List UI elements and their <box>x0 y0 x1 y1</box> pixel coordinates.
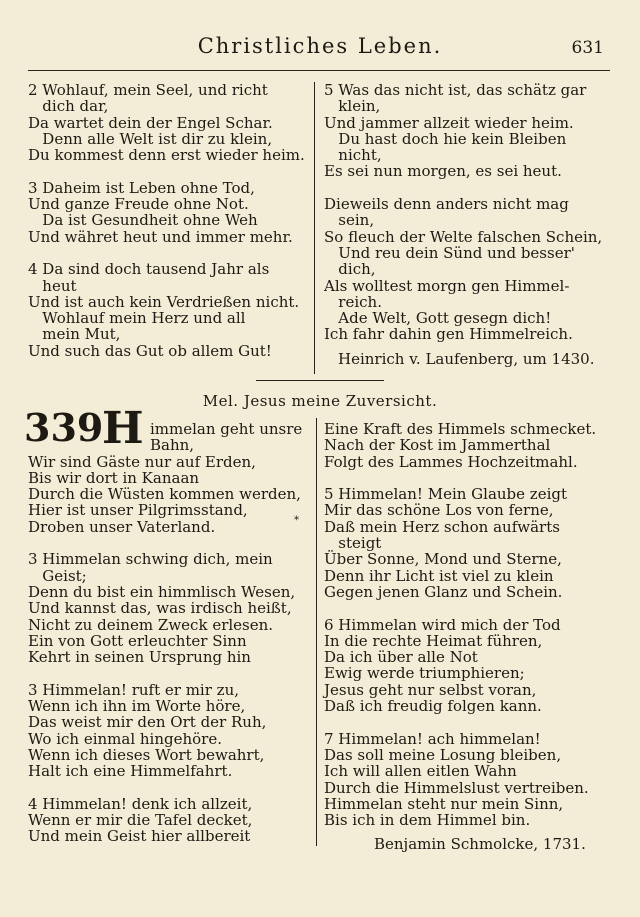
verse-line: Das weist mir den Ort der Ruh, <box>28 713 267 732</box>
stanza-gap <box>28 665 301 681</box>
verse-line: Wenn ich ihn im Worte höre, <box>28 697 246 716</box>
verse-line: 7 Himmelan! ach himmelan! <box>324 729 541 748</box>
verse-line: Bahn, <box>150 436 195 455</box>
verse-line: Geist; <box>28 566 87 585</box>
stanza-gap <box>28 163 305 179</box>
verse-line: Jesus geht nur selbst voran, <box>324 680 537 699</box>
verse-line: Ade Welt, Gott gesegn dich! <box>324 309 552 328</box>
verse-line: Eine Kraft des Himmels schmecket. <box>324 420 597 438</box>
verse-line: Und such das Gut ob allem Gut! <box>28 341 272 360</box>
verse-line: Du kommest denn erst wieder heim. <box>28 146 305 165</box>
bottom-author: Benjamin Schmolcke, 1731. <box>374 835 586 853</box>
verse-line: Wir sind Gäste nur auf Erden, <box>28 452 256 471</box>
verse-line: 2 Wohlauf, mein Seel, und richt <box>28 81 268 99</box>
verse-line: 4 Da sind doch tausend Jahr als <box>28 260 270 279</box>
verse-line: dich, <box>324 260 376 279</box>
verse-line: 4 Himmelan! denk ich allzeit, <box>28 794 253 813</box>
verse-line: Als wolltest morgn gen Himmel- <box>324 276 570 295</box>
verse-line: Wenn er mir die Tafel decket, <box>28 811 253 830</box>
top-right-column <box>324 82 602 343</box>
verse-line: 5 Was das nicht ist, das schätz gar <box>324 81 587 99</box>
verse-line: immelan geht unsre <box>150 420 303 438</box>
verse-line: Und reu dein Sünd und besser' <box>324 243 575 262</box>
melody-line: Mel. Jesus meine Zuversicht. <box>202 392 438 410</box>
stanza-gap <box>324 470 596 486</box>
verse-line: Und ganze Freude ohne Not. <box>28 195 249 214</box>
verse-line: Nach der Kost im Jammerthal <box>324 436 551 455</box>
verse-line: Ewig werde triumphieren; <box>324 664 525 683</box>
verse-line: Himmelan steht nur mein Sinn, <box>324 794 564 813</box>
verse-line: Und kannst das, was irdisch heißt, <box>28 599 292 618</box>
stanza-gap <box>324 714 596 730</box>
verse-line: nicht, <box>324 146 382 165</box>
verse-line: 6 Himmelan wird mich der Tod <box>324 615 561 634</box>
verse-line: 5 Himmelan! Mein Glaube zeigt <box>324 485 568 504</box>
verse-line: Folgt des Lammes Hochzeitmahl. <box>324 452 578 471</box>
verse-line: Hier ist unser Pilgrimsstand, <box>28 501 248 520</box>
verse-line: sein, <box>324 211 375 230</box>
page-number: 631 <box>571 38 604 58</box>
verse-line: 3 Daheim ist Leben ohne Tod, <box>28 178 255 197</box>
verse-line: Dieweils denn anders nicht mag <box>324 195 569 214</box>
stanza-gap <box>324 180 602 196</box>
stanza-gap <box>28 245 305 261</box>
verse-line: Da wartet dein der Engel Schar. <box>28 113 273 132</box>
verse-line: Das soll meine Losung bleiben, <box>324 745 562 764</box>
drop-cap-initial: H <box>102 403 144 454</box>
verse-line: Es sei nun morgen, es sei heut. <box>324 162 562 181</box>
verse-line: Mir das schöne Los von ferne, <box>324 501 554 520</box>
stanza-gap <box>28 535 301 551</box>
verse-line: reich. <box>324 292 382 311</box>
verse-line: Wo ich einmal hingehöre. <box>28 729 222 748</box>
top-left-column <box>28 82 305 359</box>
verse-line: steigt <box>324 534 382 553</box>
verse-line: Ich fahr dahin gen Himmelreich. <box>324 325 573 344</box>
verse-line: Wenn ich dieses Wort bewahrt, <box>28 745 265 764</box>
bottom-right-column <box>324 421 596 828</box>
margin-mark: * <box>294 515 299 526</box>
bottom-left-column <box>28 454 301 845</box>
verse-line: heut <box>28 276 77 295</box>
verse-line: Denn alle Welt ist dir zu klein, <box>28 129 273 148</box>
verse-line: Gegen jenen Glanz und Schein. <box>324 582 563 601</box>
verse-line: Und ist auch kein Verdrießen nicht. <box>28 292 300 311</box>
column-divider-top <box>314 82 315 374</box>
verse-line: dich dar, <box>28 97 109 116</box>
verse-line: Durch die Himmelslust vertreiben. <box>324 778 589 797</box>
verse-line: Bis ich in dem Himmel bin. <box>324 811 531 830</box>
section-rule <box>256 380 384 381</box>
hymn-number: 339 <box>24 405 104 450</box>
header-rule <box>28 70 610 71</box>
verse-line: In die rechte Heimat führen, <box>324 631 543 650</box>
top-author: Heinrich v. Laufenberg, um 1430. <box>338 350 595 368</box>
verse-line: Durch die Wüsten kommen werden, <box>28 485 301 504</box>
verse-line: Über Sonne, Mond und Sterne, <box>324 550 562 569</box>
verse-line: Wohlauf mein Herz und all <box>28 309 246 328</box>
verse-line: Und währet heut und immer mehr. <box>28 227 293 246</box>
verse-line: 3 Himmelan schwing dich, mein <box>28 550 273 569</box>
verse-line: Ich will allen eitlen Wahn <box>324 762 517 781</box>
verse-line: So fleuch der Welte falschen Schein, <box>324 227 603 246</box>
verse-line: klein, <box>324 97 381 116</box>
verse-line: 3 Himmelan! ruft er mir zu, <box>28 680 239 699</box>
verse-line: Nicht zu deinem Zweck erlesen. <box>28 615 274 634</box>
stanza-gap <box>28 780 301 796</box>
verse-line: Daß ich freudig folgen kann. <box>324 697 542 716</box>
verse-line: Da ist Gesundheit ohne Weh <box>28 211 258 230</box>
verse-line: Und jammer allzeit wieder heim. <box>324 113 574 132</box>
verse-line: Denn du bist ein himmlisch Wesen, <box>28 582 296 601</box>
verse-line: Ein von Gott erleuchter Sinn <box>28 631 247 650</box>
verse-line: Du hast doch hie kein Bleiben <box>324 129 567 148</box>
verse-line: Und mein Geist hier allbereit <box>28 827 251 846</box>
verse-line: Daß mein Herz schon aufwärts <box>324 517 560 536</box>
verse-line: Da ich über alle Not <box>324 648 478 667</box>
verse-line: Kehrt in seinen Ursprung hin <box>28 648 251 667</box>
verse-line: mein Mut, <box>28 325 121 344</box>
verse-line: Halt ich eine Himmelfahrt. <box>28 762 233 781</box>
column-divider-bottom <box>316 418 317 846</box>
hymn-first-lines <box>150 421 302 454</box>
verse-line: Denn ihr Licht ist viel zu klein <box>324 566 554 585</box>
verse-line: Bis wir dort in Kanaan <box>28 468 200 487</box>
verse-line: Droben unser Vaterland. <box>28 517 216 536</box>
running-head: Christliches Leben. <box>197 34 443 58</box>
stanza-gap <box>324 600 596 616</box>
